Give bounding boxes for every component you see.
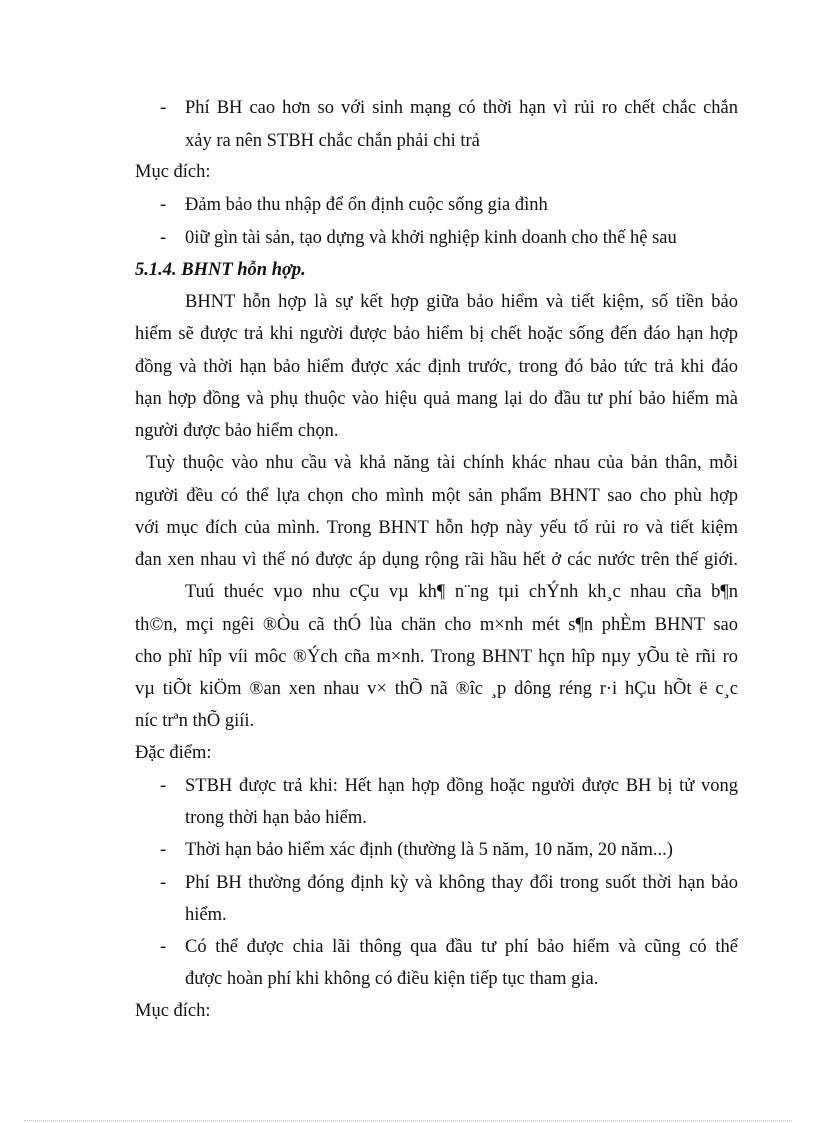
paragraph-line: hiểm sẽ được trả khi người được bảo hiểm bị chết hoặc sống đến đáo hạn hợp [135, 324, 738, 344]
garbled-paragraph-line: th©n, mçi ngêi ®Òu cã thÓ lùa chän cho m×nh mét s¶n phÈm BHNT sao [135, 615, 738, 635]
feature-item-continued: hiểm. [185, 905, 227, 925]
feature-item: Có thể được chia lãi thông qua đầu tư phí bảo hiểm và cũng có thể [185, 937, 738, 957]
bullet-text: Phí BH cao hơn so với sinh mạng có thời hạn vì rủi ro chết chắc chắn [185, 98, 738, 118]
paragraph-line: BHNT hỗn hợp là sự kết hợp giữa bảo hiểm và tiết kiệm, số tiền bảo [185, 292, 738, 312]
feature-item: Phí BH thường đóng định kỳ và không thay đổi trong suốt thời hạn bảo [185, 873, 738, 893]
features-label: Đặc điểm: [135, 743, 212, 763]
garbled-paragraph-line: cho phï hîp víi môc ®Ých cña m×nh. Trong BHNT hçn hîp nµy yÕu tè rñi ro [135, 647, 738, 667]
paragraph-line: người được bảo hiểm chọn. [135, 421, 339, 441]
feature-item-continued: trong thời hạn bảo hiểm. [185, 808, 367, 828]
feature-item: Thời hạn bảo hiểm xác định (thường là 5 năm, 10 năm, 20 năm...) [185, 840, 673, 860]
bullet-dash: - [160, 937, 167, 957]
bullet-text-continued: xảy ra nên STBH chắc chắn phải chi trả [185, 131, 480, 151]
garbled-paragraph-line: vµ tiÕt kiÖm ®an xen nhau v× thÕ nã ®îc ¸p dông réng r·i hÇu hÕt ë c¸c [135, 679, 738, 699]
paragraph-line: Tuỳ thuộc vào nhu cầu và khả năng tài chính khác nhau của bản thân, mỗi [146, 453, 738, 473]
purpose-item: Đảm bảo thu nhập để ổn định cuộc sống gia đình [185, 195, 548, 215]
purpose-label: Mục đích: [135, 1001, 211, 1021]
paragraph-line: đan xen nhau vì thế nó được áp dụng rộng rãi hầu hết ở các nước trên thế giới. [135, 550, 738, 570]
paragraph-line: đồng và thời hạn bảo hiểm được xác định trước, trong đó bảo tức trả khi đáo [135, 357, 738, 377]
garbled-paragraph-line: níc trªn thÕ giíi. [135, 711, 255, 731]
bullet-dash: - [160, 776, 167, 796]
purpose-item: 0iữ gìn tài sản, tạo dựng và khởi nghiệp kinh doanh cho thế hệ sau [185, 228, 677, 248]
paragraph-line: hạn hợp đồng và phụ thuộc vào hiệu quả mang lại do đầu tư phí bảo hiểm mà [135, 389, 738, 409]
bullet-dash: - [160, 228, 167, 248]
bullet-dash: - [160, 840, 167, 860]
purpose-label: Mục đích: [135, 162, 211, 182]
garbled-paragraph-line: Tuú thuéc vµo nhu cÇu vµ kh¶ n¨ng tµi chÝnh kh¸c nhau cña b¶n [185, 582, 738, 602]
paragraph-line: người đều có thể lựa chọn cho mình một sản phẩm BHNT sao cho phù hợp [135, 486, 738, 506]
feature-item: STBH được trả khi: Hết hạn hợp đồng hoặc người được BH bị tử vong [185, 776, 738, 796]
feature-item-continued: được hoàn phí khi không có điều kiện tiếp tục tham gia. [185, 969, 599, 989]
paragraph-line: với mục đích của mình. Trong BHNT hỗn hợp này yếu tố rủi ro và tiết kiệm [135, 518, 738, 538]
bullet-dash: - [160, 195, 167, 215]
bullet-dash: - [160, 98, 167, 118]
page-bottom-rule [24, 1120, 792, 1121]
section-heading: 5.1.4. BHNT hỗn hợp. [135, 260, 306, 280]
bullet-dash: - [160, 873, 167, 893]
